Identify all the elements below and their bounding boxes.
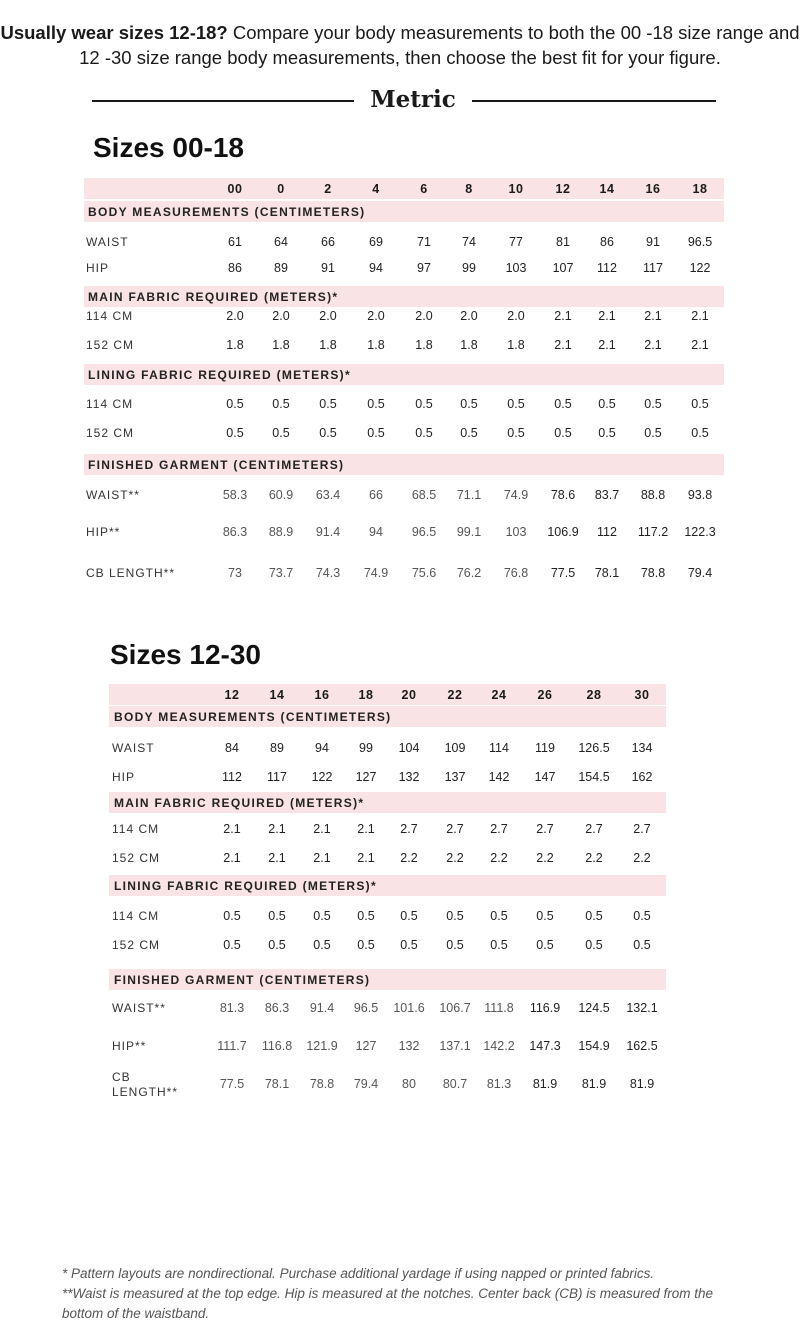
table-cell: 0.5 <box>554 426 572 440</box>
table-cell: 78.8 <box>640 566 666 580</box>
table-cell: 142.2 <box>483 1039 515 1053</box>
table-cell: 0.5 <box>490 909 508 923</box>
table-cell: 0.5 <box>226 426 244 440</box>
heading-rule-right <box>472 100 716 102</box>
intro-body: Compare your body measurements to both the 00 -18 size range and 12 -30 size range body measurements, then choose the best fit for your figure. <box>79 22 800 68</box>
table-cell: 88.9 <box>268 525 294 539</box>
table-cell: 2.7 <box>536 822 554 836</box>
table-cell: 117.2 <box>637 525 669 539</box>
size-header-cell: 16 <box>645 182 661 196</box>
table-cell: 74.3 <box>315 566 341 580</box>
table-cell: 2.2 <box>490 851 508 865</box>
table-cell: 2.1 <box>313 822 331 836</box>
table-cell: 2.1 <box>554 338 572 352</box>
table-cell: 89 <box>270 741 284 755</box>
size-range-title: Sizes 00-18 <box>93 132 244 163</box>
table-cell: 162.5 <box>626 1039 658 1053</box>
table-cell: 71 <box>417 235 431 249</box>
table-cell: 2.1 <box>268 822 286 836</box>
table-cell: 2.2 <box>585 851 603 865</box>
size-header-cell: 14 <box>599 182 615 196</box>
table-cell: 91.4 <box>309 1001 335 1015</box>
table-cell: 0.5 <box>598 426 616 440</box>
table-cell: 126.5 <box>578 741 610 755</box>
table-cell: 73 <box>228 566 242 580</box>
row-label: 152 CM <box>112 938 161 952</box>
table-cell: 99.1 <box>456 525 482 539</box>
row-label: CB LENGTH** <box>86 566 176 580</box>
table-cell: 0.5 <box>357 938 375 952</box>
table-cell: 86 <box>228 261 242 275</box>
table-cell: 77 <box>509 235 523 249</box>
table-cell: 94 <box>369 525 383 539</box>
table-cell: 80.7 <box>442 1077 468 1091</box>
table-cell: 83.7 <box>594 488 620 502</box>
row-label: 152 CM <box>112 851 161 865</box>
table-cell: 2.1 <box>357 851 375 865</box>
table-cell: 2.7 <box>400 822 418 836</box>
row-label: 114 CM <box>112 909 160 923</box>
table-cell: 116.8 <box>261 1039 293 1053</box>
table-cell: 89 <box>274 261 288 275</box>
table-cell: 132 <box>398 770 420 784</box>
row-label: WAIST** <box>86 488 140 502</box>
table-cell: 61 <box>228 235 242 249</box>
table-cell: 0.5 <box>400 938 418 952</box>
table-cell: 81 <box>556 235 570 249</box>
table-cell: 1.8 <box>460 338 478 352</box>
section-title: MAIN FABRIC REQUIRED (METERS)* <box>88 290 339 304</box>
table-cell: 121.9 <box>306 1039 338 1053</box>
table-cell: 114 <box>489 741 509 755</box>
table-cell: 74 <box>462 235 476 249</box>
table-cell: 63.4 <box>315 488 341 502</box>
table-cell: 2.1 <box>223 851 241 865</box>
table-cell: 0.5 <box>272 426 290 440</box>
size-header-cell: 18 <box>358 688 374 702</box>
table-cell: 99 <box>462 261 476 275</box>
table-cell: 75.6 <box>411 566 437 580</box>
table-cell: 2.2 <box>633 851 651 865</box>
table-cell: 1.8 <box>272 338 290 352</box>
size-header-cell: 12 <box>224 688 240 702</box>
section-title: BODY MEASUREMENTS (CENTIMETERS) <box>88 205 366 219</box>
section-title: BODY MEASUREMENTS (CENTIMETERS) <box>114 710 392 724</box>
table-cell: 66 <box>369 488 383 502</box>
table-cell: 2.0 <box>272 309 290 323</box>
table-cell: 106.7 <box>439 1001 471 1015</box>
table-cell: 0.5 <box>691 397 709 411</box>
table-cell: 2.1 <box>554 309 572 323</box>
table-cell: 79.4 <box>687 566 713 580</box>
size-header-cell: 14 <box>269 688 285 702</box>
row-label: HIP <box>86 261 110 275</box>
metric-heading-row <box>92 86 716 116</box>
size-header-cell: 6 <box>420 182 428 196</box>
table-cell: 107 <box>552 261 574 275</box>
table-cell: 81.3 <box>219 1001 245 1015</box>
table-cell: 0.5 <box>367 426 385 440</box>
section-title: LINING FABRIC REQUIRED (METERS)* <box>88 368 351 382</box>
table-cell: 124.5 <box>578 1001 610 1015</box>
table-cell: 0.5 <box>536 938 554 952</box>
table-cell: 0.5 <box>357 909 375 923</box>
table-cell: 2.0 <box>226 309 244 323</box>
table-cell: 58.3 <box>222 488 248 502</box>
table-cell: 86.3 <box>222 525 248 539</box>
table-cell: 2.1 <box>644 309 662 323</box>
table-cell: 2.0 <box>507 309 525 323</box>
table-cell: 111.7 <box>217 1039 247 1053</box>
table-cell: 0.5 <box>554 397 572 411</box>
table-cell: 2.0 <box>367 309 385 323</box>
table-cell: 66 <box>321 235 335 249</box>
table-cell: 2.7 <box>446 822 464 836</box>
row-label: HIP** <box>112 1039 147 1053</box>
table-cell: 71.1 <box>456 488 482 502</box>
table-cell: 91.4 <box>315 525 341 539</box>
table-cell: 91 <box>646 235 660 249</box>
table-cell: 112 <box>597 525 617 539</box>
table-cell: 122.3 <box>684 525 716 539</box>
table-cell: 0.5 <box>367 397 385 411</box>
table-cell: 76.2 <box>456 566 482 580</box>
table-cell: 104 <box>398 741 420 755</box>
table-cell: 86 <box>600 235 614 249</box>
table-cell: 0.5 <box>268 938 286 952</box>
row-label: 114 CM <box>86 309 134 323</box>
table-cell: 0.5 <box>644 397 662 411</box>
table-cell: 154.5 <box>578 770 610 784</box>
table-cell: 119 <box>535 741 555 755</box>
table-cell: 80 <box>402 1077 416 1091</box>
table-cell: 0.5 <box>226 397 244 411</box>
size-header-cell: 26 <box>537 688 553 702</box>
intro-text <box>0 20 800 70</box>
table-cell: 147.3 <box>529 1039 561 1053</box>
table-cell: 2.1 <box>313 851 331 865</box>
table-cell: 1.8 <box>415 338 433 352</box>
table-cell: 0.5 <box>490 938 508 952</box>
table-cell: 0.5 <box>446 909 464 923</box>
table-cell: 73.7 <box>268 566 294 580</box>
table-cell: 0.5 <box>268 909 286 923</box>
table-cell: 2.2 <box>536 851 554 865</box>
table-cell: 2.1 <box>691 309 709 323</box>
table-cell: 109 <box>444 741 466 755</box>
table-cell: 81.9 <box>629 1077 655 1091</box>
size-header-cell: 2 <box>324 182 332 196</box>
table-cell: 0.5 <box>313 909 331 923</box>
table-cell: 0.5 <box>644 426 662 440</box>
table-cell: 2.1 <box>268 851 286 865</box>
table-cell: 68.5 <box>411 488 437 502</box>
table-cell: 1.8 <box>226 338 244 352</box>
table-cell: 74.9 <box>363 566 389 580</box>
table-cell: 78.1 <box>594 566 620 580</box>
table-cell: 2.7 <box>633 822 651 836</box>
table-cell: 122 <box>689 261 711 275</box>
table-cell: 117 <box>267 770 287 784</box>
table-cell: 96.5 <box>353 1001 379 1015</box>
row-label: WAIST <box>112 741 155 755</box>
table-cell: 78.8 <box>309 1077 335 1091</box>
table-cell: 0.5 <box>585 938 603 952</box>
row-label: HIP** <box>86 525 121 539</box>
table-cell: 2.1 <box>357 822 375 836</box>
table-cell: 78.6 <box>550 488 576 502</box>
size-header-cell: 24 <box>491 688 507 702</box>
table-cell: 76.8 <box>503 566 529 580</box>
table-cell: 0.5 <box>598 397 616 411</box>
row-label: 152 CM <box>86 338 135 352</box>
table-cell: 1.8 <box>319 338 337 352</box>
size-header-cell: 28 <box>586 688 602 702</box>
table-cell: 0.5 <box>223 909 241 923</box>
table-cell: 134 <box>631 741 653 755</box>
table-cell: 0.5 <box>585 909 603 923</box>
table-cell: 116.9 <box>529 1001 561 1015</box>
table-cell: 81.9 <box>581 1077 607 1091</box>
table-cell: 162 <box>631 770 653 784</box>
table-cell: 103 <box>505 261 527 275</box>
table-cell: 0.5 <box>223 938 241 952</box>
table-cell: 0.5 <box>460 397 478 411</box>
table-cell: 2.1 <box>691 338 709 352</box>
table-cell: 2.1 <box>598 338 616 352</box>
row-label: WAIST** <box>112 1001 166 1015</box>
table-cell: 2.0 <box>460 309 478 323</box>
table-cell: 69 <box>369 235 383 249</box>
heading-rule-left <box>92 100 354 102</box>
section-title: MAIN FABRIC REQUIRED (METERS)* <box>114 796 365 810</box>
table-cell: 0.5 <box>415 426 433 440</box>
table-cell: 0.5 <box>507 426 525 440</box>
table-cell: 78.1 <box>264 1077 290 1091</box>
table-cell: 0.5 <box>633 938 651 952</box>
table-cell: 2.0 <box>319 309 337 323</box>
table-cell: 81.3 <box>486 1077 512 1091</box>
table-cell: 81.9 <box>532 1077 558 1091</box>
table-cell: 86.3 <box>264 1001 290 1015</box>
table-cell: 127 <box>355 770 377 784</box>
size-header-cell: 22 <box>447 688 463 702</box>
table-cell: 79.4 <box>353 1077 379 1091</box>
row-label: HIP <box>112 770 136 784</box>
table-cell: 0.5 <box>446 938 464 952</box>
table-cell: 2.7 <box>585 822 603 836</box>
table-cell: 2.1 <box>644 338 662 352</box>
size-header-cell: 18 <box>692 182 708 196</box>
table-cell: 84 <box>225 741 239 755</box>
table-cell: 0.5 <box>400 909 418 923</box>
table-cell: 111.8 <box>484 1001 514 1015</box>
table-cell: 93.8 <box>687 488 713 502</box>
table-cell: 132 <box>398 1039 420 1053</box>
size-header-cell: 30 <box>634 688 650 702</box>
table-cell: 2.1 <box>598 309 616 323</box>
table-cell: 2.1 <box>223 822 241 836</box>
table-cell: 60.9 <box>268 488 294 502</box>
row-label: CB LENGTH** <box>112 1070 179 1099</box>
table-cell: 2.7 <box>490 822 508 836</box>
size-header-cell: 8 <box>465 182 473 196</box>
section-title: FINISHED GARMENT (CENTIMETERS) <box>88 458 345 472</box>
size-header-cell: 12 <box>555 182 571 196</box>
table-cell: 101.6 <box>393 1001 425 1015</box>
table-cell: 106.9 <box>547 525 579 539</box>
table-cell: 132.1 <box>626 1001 658 1015</box>
section-title: FINISHED GARMENT (CENTIMETERS) <box>114 973 371 987</box>
table-cell: 77.5 <box>219 1077 245 1091</box>
table-cell: 96.5 <box>687 235 713 249</box>
table-cell: 2.2 <box>400 851 418 865</box>
row-label: 152 CM <box>86 426 135 440</box>
row-label: 114 CM <box>112 822 160 836</box>
table-cell: 117 <box>643 261 663 275</box>
table-cell: 74.9 <box>503 488 529 502</box>
table-cell: 112 <box>222 770 242 784</box>
table-cell: 137 <box>444 770 466 784</box>
size-header-cell: 0 <box>277 182 285 196</box>
table-cell: 94 <box>369 261 383 275</box>
size-header-cell: 00 <box>227 182 243 196</box>
table-cell: 99 <box>359 741 373 755</box>
table-cell: 127 <box>355 1039 377 1053</box>
table-cell: 0.5 <box>691 426 709 440</box>
section-title: LINING FABRIC REQUIRED (METERS)* <box>114 879 377 893</box>
size-range-title: Sizes 12-30 <box>110 639 261 670</box>
row-label: WAIST <box>86 235 129 249</box>
table-cell: 112 <box>597 261 617 275</box>
table-cell: 1.8 <box>367 338 385 352</box>
size-header-cell: 10 <box>508 182 524 196</box>
table-cell: 0.5 <box>319 397 337 411</box>
footnote-measuring: **Waist is measured at the top edge. Hip is measured at the notches. Center back (CB) is measured from the bottom of the waistband. <box>62 1286 714 1321</box>
table-cell: 94 <box>315 741 329 755</box>
table-cell: 103 <box>505 525 527 539</box>
metric-heading: Metric <box>370 86 456 113</box>
table-cell: 147 <box>534 770 556 784</box>
table-cell: 64 <box>274 235 288 249</box>
size-header-cell: 20 <box>401 688 417 702</box>
table-cell: 97 <box>417 261 431 275</box>
table-cell: 2.0 <box>415 309 433 323</box>
table-cell: 77.5 <box>550 566 576 580</box>
table-cell: 137.1 <box>439 1039 471 1053</box>
row-label: 114 CM <box>86 397 134 411</box>
table-cell: 0.5 <box>633 909 651 923</box>
table-cell: 154.9 <box>578 1039 610 1053</box>
footnotes <box>62 1264 742 1324</box>
table-cell: 91 <box>321 261 335 275</box>
table-cell: 0.5 <box>415 397 433 411</box>
intro-bold: Usually wear sizes 12-18? <box>0 22 228 43</box>
table-cell: 0.5 <box>272 397 290 411</box>
table-cell: 122 <box>311 770 333 784</box>
table-cell: 88.8 <box>640 488 666 502</box>
size-header-cell: 16 <box>314 688 330 702</box>
size-header-cell: 4 <box>372 182 380 196</box>
table-cell: 0.5 <box>460 426 478 440</box>
table-cell: 0.5 <box>536 909 554 923</box>
table-cell: 0.5 <box>507 397 525 411</box>
table-cell: 0.5 <box>319 426 337 440</box>
table-cell: 96.5 <box>411 525 437 539</box>
table-cell: 1.8 <box>507 338 525 352</box>
table-cell: 0.5 <box>313 938 331 952</box>
table-cell: 142 <box>488 770 510 784</box>
footnote-pattern: * Pattern layouts are nondirectional. Purchase additional yardage if using napped or printed fabrics. <box>62 1266 655 1281</box>
table-cell: 2.2 <box>446 851 464 865</box>
